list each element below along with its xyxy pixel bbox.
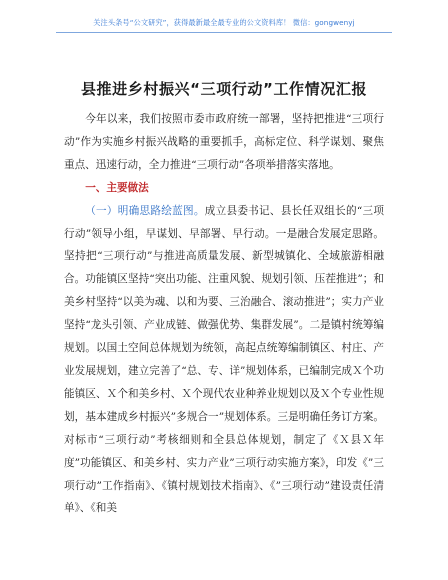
- subsection-1-body: 成立县委书记、县长任双组长的“三项行动”领导小组，早谋划、早部署、早行动。一是融合发展定思路。坚持把“三项行动”与推进高质量发展、新型城镇化、全域旅游相融合。功能镇区坚持“突出功能、注重风貌、规划引领、压茬推进”；和美乡村坚持“以美为魂、以和为要、三治融合、滚动推进”；实力产业坚持“龙头引领、产业成链、做强优势、集群发展”。二是镇村统筹编规划。以国土空间总体规划为统领，高起点统筹编制镇区、村庄、产业发展规划，建立完善了“总、专、详”规划体系，已编制完成Ｘ个功能镇区、Ｘ个和美乡村、Ｘ个现代农业种养业规划以及Ｘ个专业性规划，基本建成乡村振兴”多规合一”规划体系。三是明确任务订方案。对标市“三项行动”考核细则和全县总体规划，制定了《Ｘ县Ｘ年度”功能镇区、和美乡村、实力产业”三项行动实施方案》，印发《”三项行动”工作指南》、《镇村规划技术指南》、《”三项行动”建设责任清单》、《和美: [64, 204, 384, 515]
- banner-divider: [56, 32, 392, 33]
- document-body: [64, 108, 384, 520]
- subsection-1-heading: （一）明确思路绘蓝图。: [85, 204, 205, 217]
- document-title: 县推进乡村振兴“三项行动”工作情况汇报: [80, 80, 368, 98]
- section-1-heading: 一、主要做法: [85, 181, 149, 194]
- section-heading: [64, 177, 384, 200]
- promo-banner: 关注头条号“公文研究”，获得最新最全最专业的公文资料库！ 微信：gongwenyj: [93, 18, 355, 27]
- intro-paragraph: 今年以来，我们按照市委市政府统一部署，坚持把推进“三项行动”作为实施乡村振兴战略的重要抓手，高标定位、科学谋划、聚焦重点、迅速行动，全力推进“三项行动”各项举措落实落地。: [64, 113, 384, 171]
- subsection-paragraph: [64, 200, 384, 521]
